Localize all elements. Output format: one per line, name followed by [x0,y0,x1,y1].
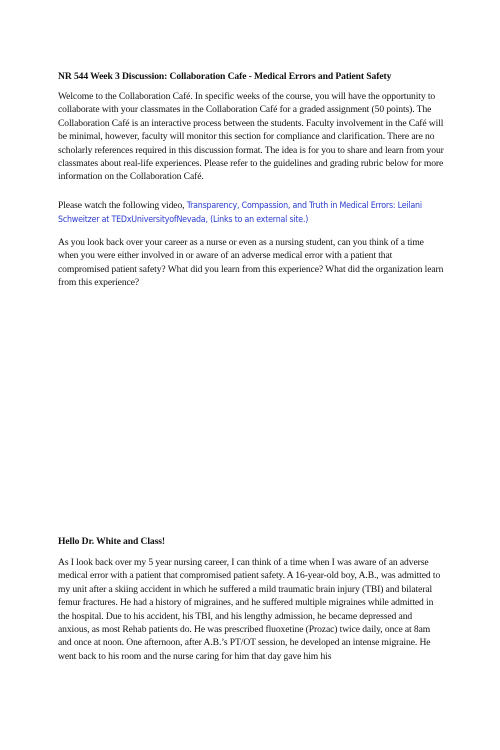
greeting-heading: Hello Dr. White and Class! [58,536,165,547]
video-link[interactable]: Transparency, Compassion, and Truth in Medical Errors: Leilani Schweitzer at TEDxUniversityofNevada, (Links to an external site.) [58,201,422,226]
response-paragraph: As I look back over my 5 year nursing career, I can think of a time when I was aware of an adverse medical error with a patient that compromised patient safety. A 16-year-old boy, A.B., was admitted to my unit after a skiing accident in which he suffered a mild traumatic brain injury (TBI) and bilateral femur fractures. He had a history of migraines, and he suffered multiple migraines while admitted in the hospital. Due to his accident, his TBI, and his lengthy admission, he became depressed and anxious, as most Rehab patients do. He was prescribed fluoxetine (Prozac) twice daily, once at 8am and once at noon. One afternoon, after A.B.’s PT/OT session, he developed an intense migraine. He went back to his room and the nurse caring for him that day gave him his [58,557,441,662]
video-paragraph [58,199,444,228]
video-prefix-text: Please watch the following video, [58,200,185,211]
intro-paragraph: Welcome to the Collaboration Café. In specific weeks of the course, you will have the opportunity to collaborate with your classmates in the Collaboration Café for a graded assignment (50 points). The Collaboration Café is an interactive process between the students. Faculty involvement in the Café will be minimal, however, faculty will monitor this section for compliance and clarification. There are no scholarly references required in this discussion format. The idea is for you to share and learn from your classmates about real-life experiences. Please refer to the guidelines and grading rubric below for more information on the Collaboration Café. [58,91,444,183]
document-title: NR 544 Week 3 Discussion: Collaboration Cafe - Medical Errors and Patient Safety [58,71,392,82]
prompt-paragraph: As you look back over your career as a nurse or even as a nursing student, can you think of a time when you were either involved in or aware of an adverse medical error with a patient that compromised patient safety? What did you learn from this experience? What did the organization learn from this experience? [58,237,444,289]
